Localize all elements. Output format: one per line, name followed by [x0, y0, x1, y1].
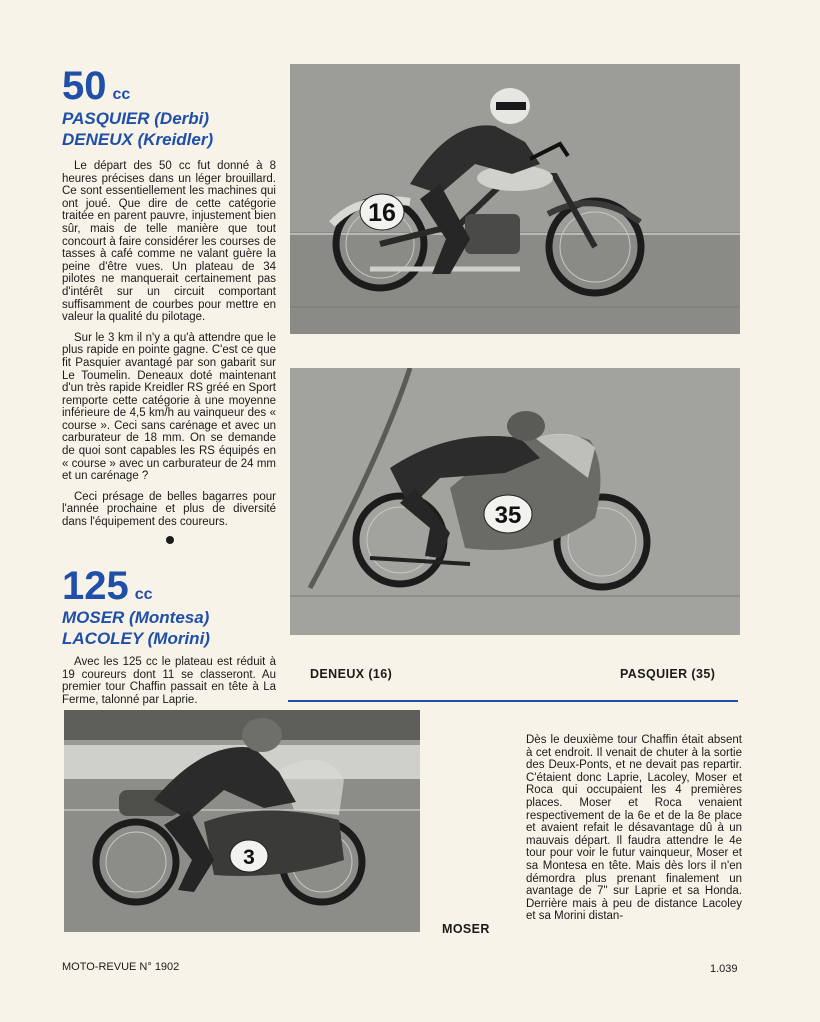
- caption-rule: [288, 700, 738, 702]
- paragraph: Avec les 125 cc le plateau est réduit à 19 coureurs dont 11 se classeront. Au premier tour Chaffin passait en tête à La Ferme, talonné par Laprie.: [62, 656, 276, 706]
- paragraph: Le départ des 50 cc fut donné à 8 heures précises dans un léger brouillard. Ce sont essentiellement les machines qui ont joué. Que dire de cette catégorie traitée en parent pauvre, injustement bien sûr, mais de telle manière que tout concourt à faire considérer les courses de tasses à café comme ne valant guère la peine d'être vues. Un plateau de 34 pilotes ne manquerait certainement pas d'intérêt sur un circuit comportant suffisamment de courbes pour mettre en valeur la qualité du pilotage.: [62, 160, 276, 324]
- photo-moser: [64, 710, 420, 932]
- race-number-16: 16: [368, 199, 396, 227]
- section-125-intro: [62, 656, 276, 706]
- section-50-number: 50: [62, 64, 107, 108]
- race-number-3: 3: [243, 846, 255, 869]
- footer-page-number: 1.039: [710, 963, 738, 975]
- section-50-unit: cc: [112, 86, 131, 103]
- section-50-body: [62, 160, 276, 537]
- photo-deneux: [290, 64, 740, 334]
- section-50-rider-1: PASQUIER (Derbi): [62, 109, 210, 128]
- paragraph: Ceci présage de belles bagarres pour l'année prochaine et plus de diversité dans l'équipement des coureurs.: [62, 490, 276, 529]
- paragraph: Dès le deuxième tour Chaffin était absent à cet endroit. Il venait de chuter à la sortie des Deux-Ponts, et ne devait pas repartir. C'étaient donc Laprie, Lacoley, Moser et Roca qui occupaient les 4 premières places. Moser et Roca venaient respectivement de la 6e et de la 8e place et avaient refait le désavantage dû à un mauvais départ. Il faudra attendre le 4e tour pour voir le futur vainqueur, Moser et sa Montesa en tête. Mais dès lors il n'en démordra plus prenant finalement un avantage de 7" sur Laprie et sa Honda. Derrière mais à peu de distance Lacoley et sa Morini distan-: [526, 734, 742, 923]
- caption-moser: MOSER: [442, 922, 490, 936]
- section-125-unit: cc: [134, 586, 153, 603]
- section-125-continuation: [526, 734, 742, 923]
- photo-pasquier: [290, 368, 740, 635]
- section-125-rider-2: LACOLEY (Morini): [62, 629, 210, 648]
- section-50-rider-2: DENEUX (Kreidler): [62, 130, 214, 149]
- caption-pasquier: PASQUIER (35): [620, 667, 716, 681]
- paragraph: Sur le 3 km il n'y a qu'à attendre que le plus rapide en pointe gagne. C'est ce que fit Pasquier avantagé par son gabarit sur Le Toumelin. Deneaux doté maintenant d'un très rapide Kreidler RS gréé en Sport remporte cette catégorie à une moyenne inférieure de 4,5 km/h au vainqueur des « course ». Ceci sans carénage et avec un carburateur de 18 mm. On se demande de quoi sont capables les RS équipés en « course » avec un carburateur de 24 mm et un carénage ?: [62, 331, 276, 483]
- caption-deneux: DENEUX (16): [310, 667, 393, 681]
- section-50-heading: [62, 66, 130, 106]
- footer-publication: MOTO-REVUE N° 1902: [62, 961, 180, 973]
- section-125-heading: [62, 566, 153, 606]
- section-125-rider-1: MOSER (Montesa): [62, 608, 210, 627]
- section-separator-bullet: [166, 536, 174, 544]
- section-125-number: 125: [62, 564, 129, 608]
- race-number-35: 35: [494, 502, 522, 529]
